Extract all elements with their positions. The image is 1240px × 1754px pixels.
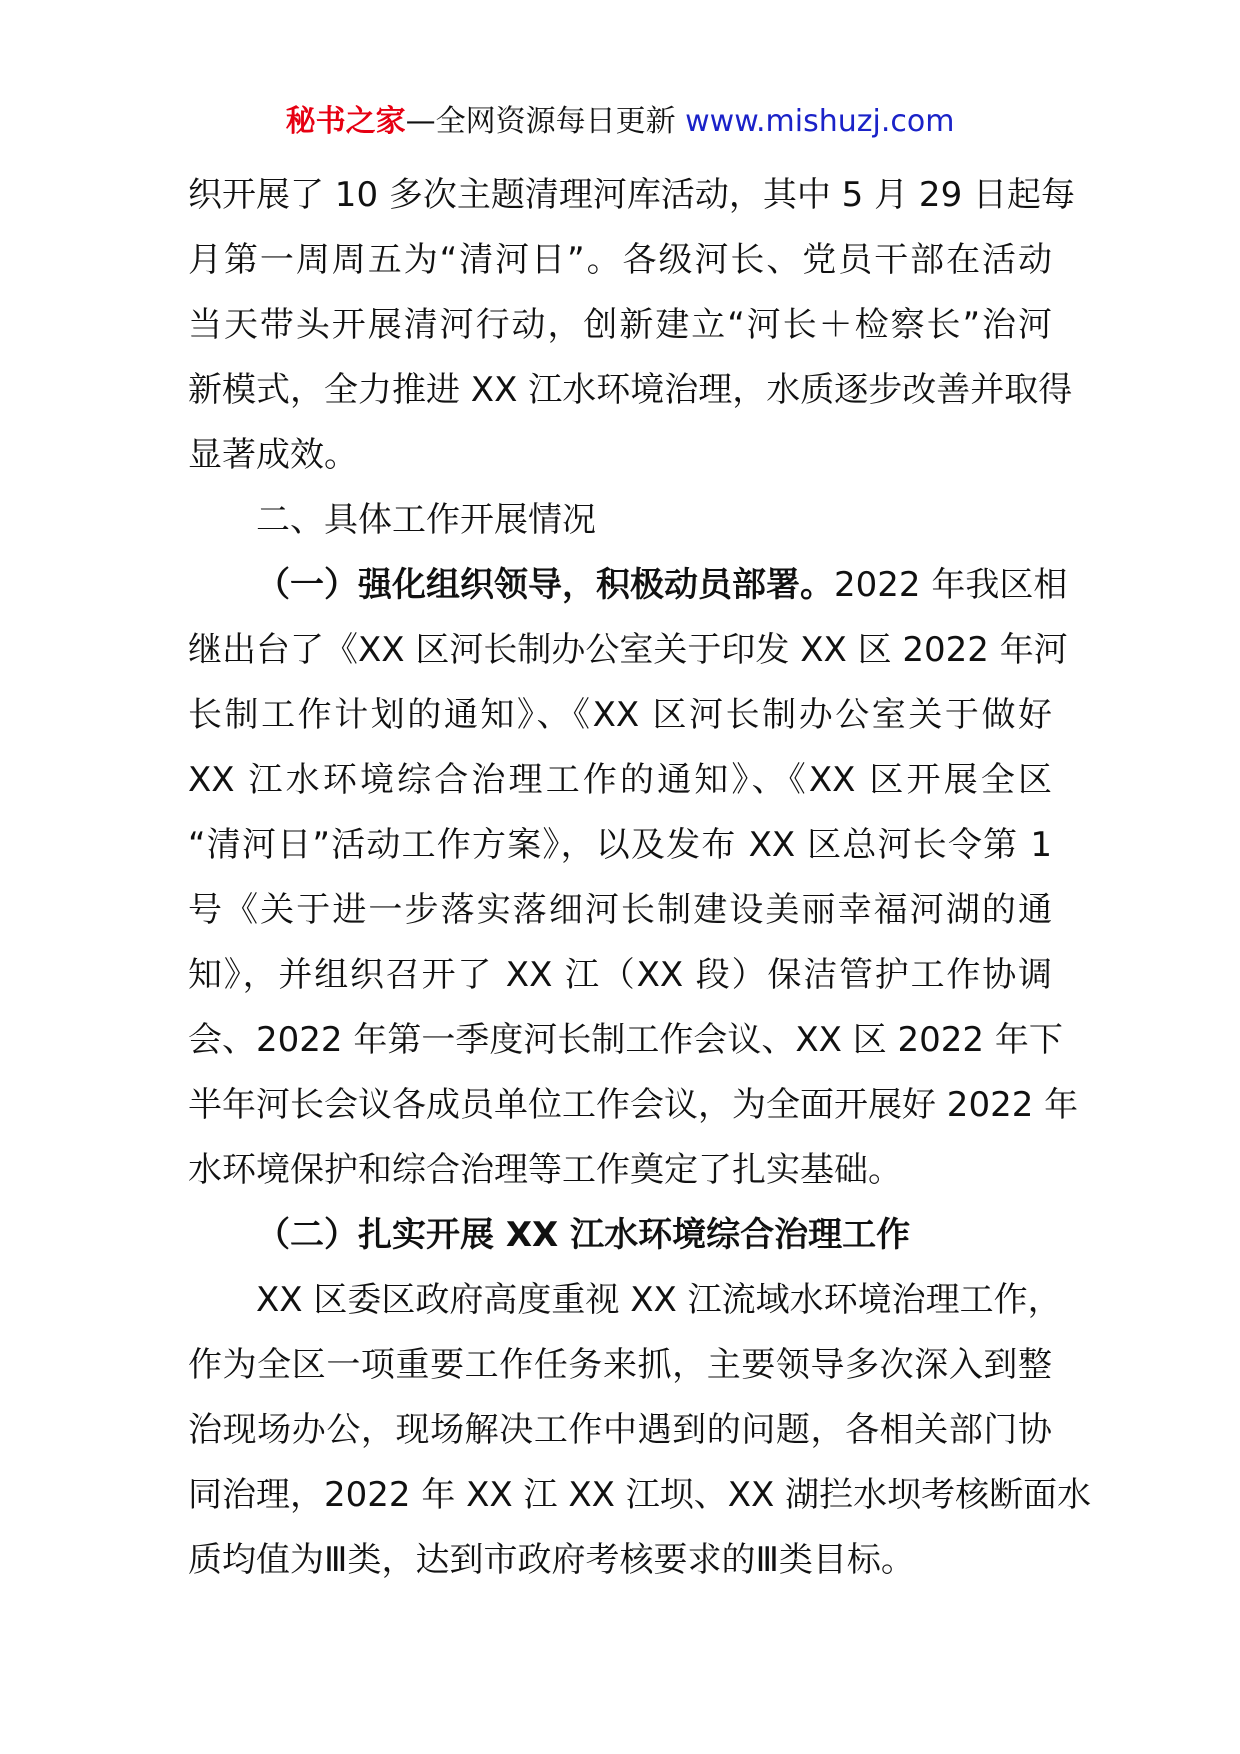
intro-line: 显著成效。 [188, 435, 358, 475]
part1-line: 水环境保护和综合治理等工作奠定了扎实基础。 [188, 1150, 902, 1190]
section-title: 二、具体工作开展情况 [256, 500, 596, 540]
part2-heading: （二）扎实开展 XX 江水环境综合治理工作 [256, 1215, 911, 1255]
header-tagline: —全网资源每日更新 [405, 104, 676, 139]
part1-line: 知》，并组织召开了 XX 江（XX 段）保洁管护工作协调 [188, 955, 1052, 995]
part2-line: 治现场办公，现场解决工作中遇到的问题，各相关部门协 [188, 1410, 1052, 1450]
part1-line: 长制工作计划的通知》、《XX 区河长制办公室关于做好 [188, 695, 1052, 735]
intro-line: 新模式，全力推进 XX 江水环境治理，水质逐步改善并取得 [188, 370, 1073, 410]
document-body [188, 163, 1092, 1593]
part1-first-line [188, 553, 1068, 618]
part2-line: XX 区委区政府高度重视 XX 江流域水环境治理工作， [256, 1280, 1062, 1320]
part1-first-line-text: 2022 年我区相 [834, 565, 1068, 605]
intro-line: 织开展了 10 多次主题清理河库活动，其中 5 月 29 日起每 [188, 175, 1076, 215]
site-url: www.mishuzj.com [685, 104, 955, 139]
part2-line: 同治理，2022 年 XX 江 XX 江坝、XX 湖拦水坝考核断面水 [188, 1475, 1092, 1515]
brand-name: 秘书之家 [285, 104, 406, 139]
intro-line: 当天带头开展清河行动，创新建立“河长＋检察长”治河 [188, 305, 1052, 345]
part1-line: 会、2022 年第一季度河长制工作会议、XX 区 2022 年下 [188, 1020, 1063, 1060]
part2-line: 作为全区一项重要工作任务来抓，主要领导多次深入到整 [188, 1345, 1052, 1385]
part1-heading: （一）强化组织领导，积极动员部署。 [256, 565, 834, 605]
intro-line: 月第一周周五为“清河日”。各级河长、党员干部在活动 [188, 240, 1052, 280]
part2-line: 质均值为Ⅲ类，达到市政府考核要求的Ⅲ类目标。 [188, 1540, 915, 1580]
site-watermark-header [0, 100, 1240, 144]
part1-line: 半年河长会议各成员单位工作会议，为全面开展好 2022 年 [188, 1085, 1079, 1125]
part1-line: 继出台了《XX 区河长制办公室关于印发 XX 区 2022 年河 [188, 630, 1068, 670]
part1-line: 号《关于进一步落实落细河长制建设美丽幸福河湖的通 [188, 890, 1052, 930]
part1-line: “清河日”活动工作方案》，以及发布 XX 区总河长令第 1 [188, 825, 1052, 865]
part1-line: XX 江水环境综合治理工作的通知》、《XX 区开展全区 [188, 760, 1052, 800]
